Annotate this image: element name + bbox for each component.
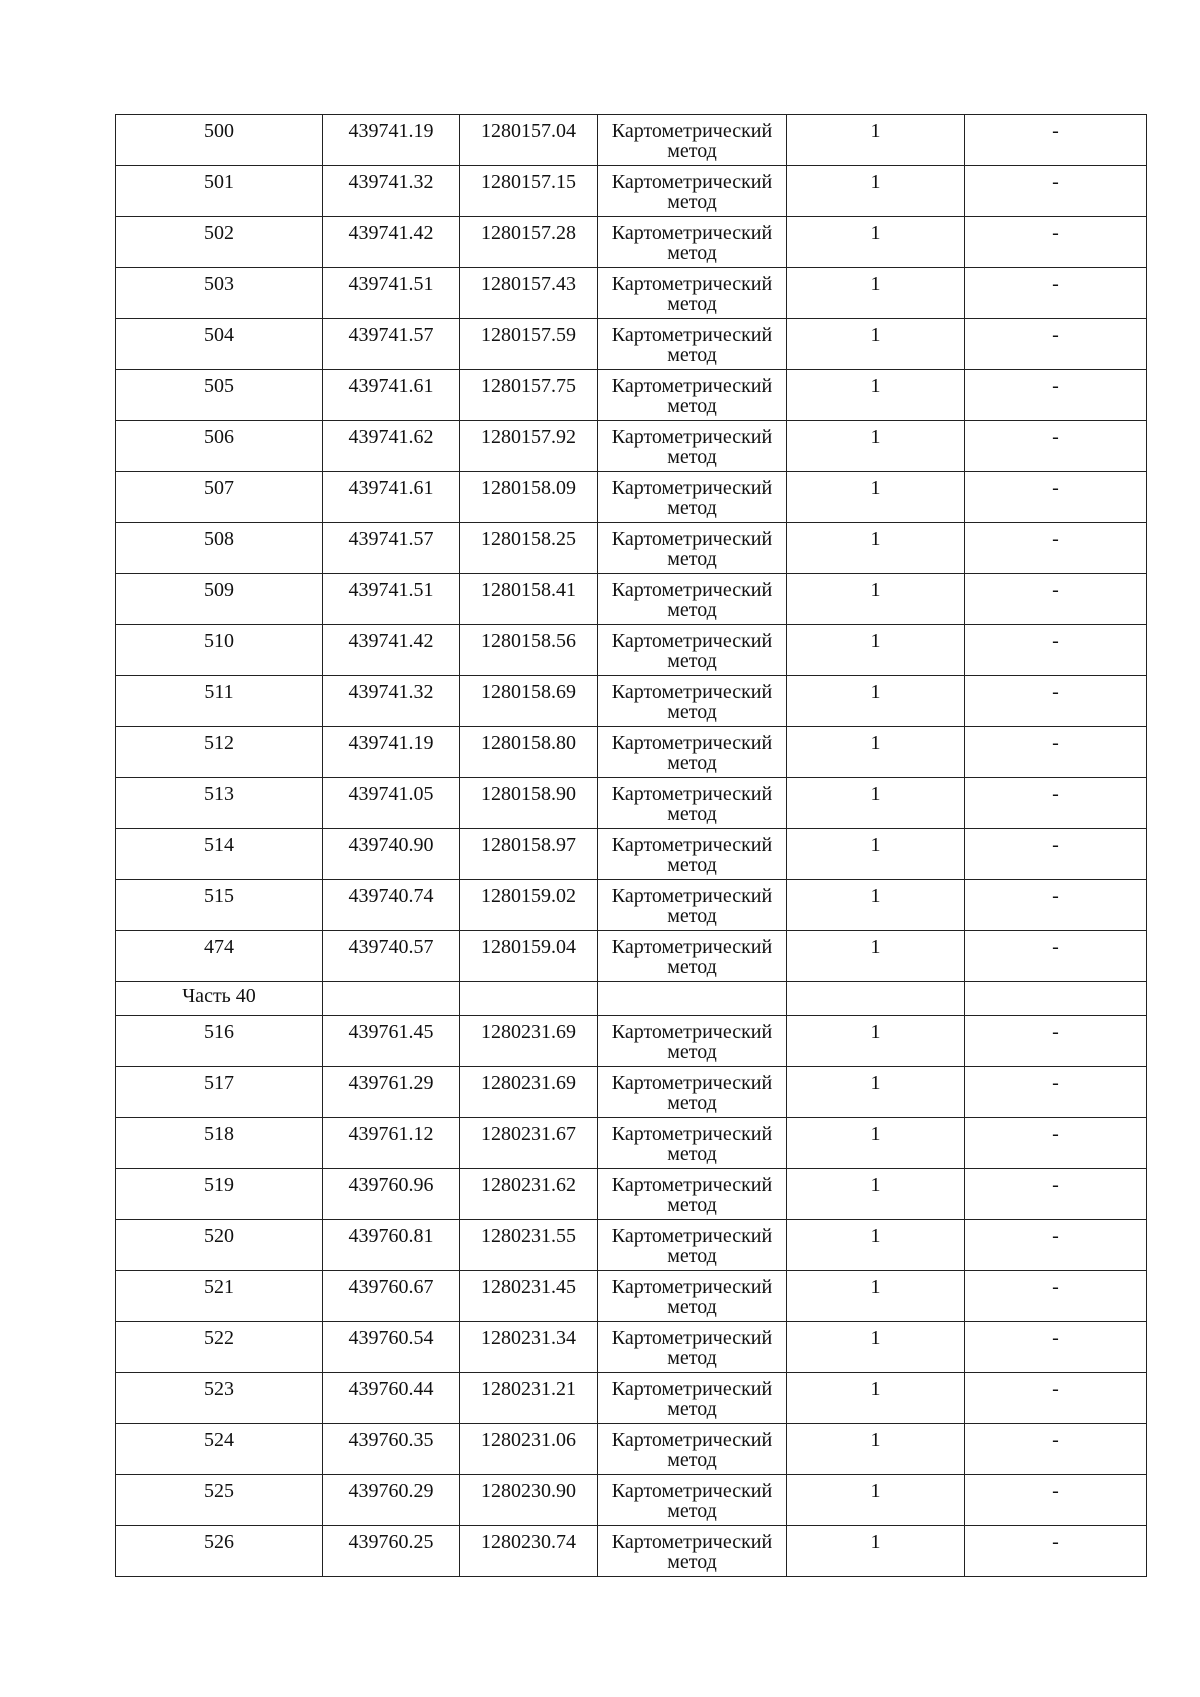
method-cell bbox=[598, 1016, 787, 1067]
empty-cell bbox=[460, 982, 598, 1016]
note-cell: - bbox=[965, 1526, 1147, 1577]
table-row bbox=[116, 1322, 1147, 1373]
method-cell bbox=[598, 625, 787, 676]
method-line-1: Картометрический bbox=[611, 834, 773, 856]
point-number-cell: 501 bbox=[116, 166, 323, 217]
note-cell: - bbox=[965, 166, 1147, 217]
x-coordinate-cell: 439741.19 bbox=[323, 115, 460, 166]
method-line-1: Картометрический bbox=[611, 1378, 773, 1400]
method-line-1: Картометрический bbox=[611, 1021, 773, 1043]
x-coordinate-cell: 439760.29 bbox=[323, 1475, 460, 1526]
point-number-cell: 502 bbox=[116, 217, 323, 268]
method-cell bbox=[598, 1475, 787, 1526]
table-row bbox=[116, 472, 1147, 523]
method-cell bbox=[598, 166, 787, 217]
accuracy-cell: 1 bbox=[787, 1424, 965, 1475]
table-row bbox=[116, 1526, 1147, 1577]
y-coordinate-cell: 1280158.56 bbox=[460, 625, 598, 676]
note-cell: - bbox=[965, 472, 1147, 523]
table-row bbox=[116, 319, 1147, 370]
method-line-2: метод bbox=[667, 293, 717, 315]
accuracy-cell: 1 bbox=[787, 727, 965, 778]
note-cell: - bbox=[965, 1271, 1147, 1322]
point-number-cell: 521 bbox=[116, 1271, 323, 1322]
note-cell: - bbox=[965, 268, 1147, 319]
method-line-1: Картометрический bbox=[611, 936, 773, 958]
point-number-cell: 507 bbox=[116, 472, 323, 523]
note-cell: - bbox=[965, 1424, 1147, 1475]
method-cell bbox=[598, 931, 787, 982]
method-line-1: Картометрический bbox=[611, 1225, 773, 1247]
x-coordinate-cell: 439741.57 bbox=[323, 319, 460, 370]
table-row bbox=[116, 166, 1147, 217]
point-number-cell: 508 bbox=[116, 523, 323, 574]
accuracy-cell: 1 bbox=[787, 1322, 965, 1373]
point-number-cell: 512 bbox=[116, 727, 323, 778]
accuracy-cell: 1 bbox=[787, 1475, 965, 1526]
x-coordinate-cell: 439741.42 bbox=[323, 217, 460, 268]
point-number-cell: 517 bbox=[116, 1067, 323, 1118]
method-line-2: метод bbox=[667, 752, 717, 774]
method-line-2: метод bbox=[667, 905, 717, 927]
method-line-2: метод bbox=[667, 650, 717, 672]
x-coordinate-cell: 439741.42 bbox=[323, 625, 460, 676]
y-coordinate-cell: 1280158.41 bbox=[460, 574, 598, 625]
part-header-row bbox=[116, 982, 1147, 1016]
method-line-2: метод bbox=[667, 497, 717, 519]
y-coordinate-cell: 1280157.28 bbox=[460, 217, 598, 268]
table-row bbox=[116, 574, 1147, 625]
method-cell bbox=[598, 217, 787, 268]
part-label: Часть 40 bbox=[116, 982, 323, 1016]
method-cell bbox=[598, 319, 787, 370]
table-row bbox=[116, 1220, 1147, 1271]
method-line-2: метод bbox=[667, 1245, 717, 1267]
point-number-cell: 524 bbox=[116, 1424, 323, 1475]
method-line-1: Картометрический bbox=[611, 681, 773, 703]
method-line-1: Картометрический bbox=[611, 324, 773, 346]
method-line-1: Картометрический bbox=[611, 1429, 773, 1451]
method-line-2: метод bbox=[667, 140, 717, 162]
accuracy-cell: 1 bbox=[787, 880, 965, 931]
x-coordinate-cell: 439741.19 bbox=[323, 727, 460, 778]
method-cell bbox=[598, 676, 787, 727]
note-cell: - bbox=[965, 829, 1147, 880]
y-coordinate-cell: 1280159.04 bbox=[460, 931, 598, 982]
note-cell: - bbox=[965, 1220, 1147, 1271]
table-row bbox=[116, 115, 1147, 166]
accuracy-cell: 1 bbox=[787, 1373, 965, 1424]
x-coordinate-cell: 439760.35 bbox=[323, 1424, 460, 1475]
point-number-cell: 518 bbox=[116, 1118, 323, 1169]
method-cell bbox=[598, 574, 787, 625]
accuracy-cell: 1 bbox=[787, 829, 965, 880]
note-cell: - bbox=[965, 217, 1147, 268]
table-row bbox=[116, 880, 1147, 931]
point-number-cell: 526 bbox=[116, 1526, 323, 1577]
point-number-cell: 500 bbox=[116, 115, 323, 166]
accuracy-cell: 1 bbox=[787, 676, 965, 727]
y-coordinate-cell: 1280157.15 bbox=[460, 166, 598, 217]
method-cell bbox=[598, 1526, 787, 1577]
method-line-1: Картометрический bbox=[611, 171, 773, 193]
method-cell bbox=[598, 1271, 787, 1322]
method-line-2: метод bbox=[667, 1398, 717, 1420]
method-line-2: метод bbox=[667, 1041, 717, 1063]
empty-cell bbox=[323, 982, 460, 1016]
x-coordinate-cell: 439760.81 bbox=[323, 1220, 460, 1271]
point-number-cell: 503 bbox=[116, 268, 323, 319]
accuracy-cell: 1 bbox=[787, 421, 965, 472]
table-row bbox=[116, 523, 1147, 574]
table-row bbox=[116, 1373, 1147, 1424]
point-number-cell: 506 bbox=[116, 421, 323, 472]
table-row bbox=[116, 1067, 1147, 1118]
method-line-1: Картометрический bbox=[611, 222, 773, 244]
y-coordinate-cell: 1280231.55 bbox=[460, 1220, 598, 1271]
table-row bbox=[116, 676, 1147, 727]
empty-cell bbox=[965, 982, 1147, 1016]
y-coordinate-cell: 1280231.62 bbox=[460, 1169, 598, 1220]
method-cell bbox=[598, 1424, 787, 1475]
table-row bbox=[116, 1424, 1147, 1475]
accuracy-cell: 1 bbox=[787, 472, 965, 523]
accuracy-cell: 1 bbox=[787, 1526, 965, 1577]
point-number-cell: 509 bbox=[116, 574, 323, 625]
accuracy-cell: 1 bbox=[787, 1271, 965, 1322]
x-coordinate-cell: 439741.61 bbox=[323, 370, 460, 421]
note-cell: - bbox=[965, 1373, 1147, 1424]
y-coordinate-cell: 1280231.69 bbox=[460, 1016, 598, 1067]
method-cell bbox=[598, 268, 787, 319]
table-row bbox=[116, 1016, 1147, 1067]
method-cell bbox=[598, 829, 787, 880]
x-coordinate-cell: 439740.57 bbox=[323, 931, 460, 982]
accuracy-cell: 1 bbox=[787, 1220, 965, 1271]
point-number-cell: 522 bbox=[116, 1322, 323, 1373]
y-coordinate-cell: 1280157.43 bbox=[460, 268, 598, 319]
method-line-2: метод bbox=[667, 1143, 717, 1165]
note-cell: - bbox=[965, 931, 1147, 982]
note-cell: - bbox=[965, 1067, 1147, 1118]
x-coordinate-cell: 439740.90 bbox=[323, 829, 460, 880]
table-row bbox=[116, 421, 1147, 472]
x-coordinate-cell: 439741.32 bbox=[323, 676, 460, 727]
method-line-2: метод bbox=[667, 1551, 717, 1573]
method-line-1: Картометрический bbox=[611, 1480, 773, 1502]
y-coordinate-cell: 1280231.21 bbox=[460, 1373, 598, 1424]
y-coordinate-cell: 1280231.34 bbox=[460, 1322, 598, 1373]
method-line-2: метод bbox=[667, 344, 717, 366]
y-coordinate-cell: 1280231.45 bbox=[460, 1271, 598, 1322]
accuracy-cell: 1 bbox=[787, 268, 965, 319]
x-coordinate-cell: 439760.96 bbox=[323, 1169, 460, 1220]
method-line-1: Картометрический bbox=[611, 630, 773, 652]
y-coordinate-cell: 1280158.97 bbox=[460, 829, 598, 880]
y-coordinate-cell: 1280231.06 bbox=[460, 1424, 598, 1475]
table-row bbox=[116, 625, 1147, 676]
note-cell: - bbox=[965, 115, 1147, 166]
table-row bbox=[116, 727, 1147, 778]
x-coordinate-cell: 439741.51 bbox=[323, 574, 460, 625]
note-cell: - bbox=[965, 1475, 1147, 1526]
coordinates-table-body bbox=[116, 115, 1147, 1577]
accuracy-cell: 1 bbox=[787, 625, 965, 676]
method-cell bbox=[598, 1322, 787, 1373]
empty-cell bbox=[598, 982, 787, 1016]
method-line-2: метод bbox=[667, 548, 717, 570]
method-cell bbox=[598, 1220, 787, 1271]
note-cell: - bbox=[965, 1118, 1147, 1169]
method-line-2: метод bbox=[667, 803, 717, 825]
accuracy-cell: 1 bbox=[787, 931, 965, 982]
note-cell: - bbox=[965, 880, 1147, 931]
method-line-2: метод bbox=[667, 854, 717, 876]
x-coordinate-cell: 439761.29 bbox=[323, 1067, 460, 1118]
note-cell: - bbox=[965, 727, 1147, 778]
y-coordinate-cell: 1280230.74 bbox=[460, 1526, 598, 1577]
y-coordinate-cell: 1280157.92 bbox=[460, 421, 598, 472]
point-number-cell: 474 bbox=[116, 931, 323, 982]
x-coordinate-cell: 439760.67 bbox=[323, 1271, 460, 1322]
method-line-1: Картометрический bbox=[611, 1123, 773, 1145]
note-cell: - bbox=[965, 370, 1147, 421]
y-coordinate-cell: 1280159.02 bbox=[460, 880, 598, 931]
accuracy-cell: 1 bbox=[787, 370, 965, 421]
table-row bbox=[116, 778, 1147, 829]
x-coordinate-cell: 439741.57 bbox=[323, 523, 460, 574]
method-line-1: Картометрический bbox=[611, 528, 773, 550]
accuracy-cell: 1 bbox=[787, 523, 965, 574]
method-cell bbox=[598, 1067, 787, 1118]
note-cell: - bbox=[965, 1322, 1147, 1373]
point-number-cell: 523 bbox=[116, 1373, 323, 1424]
method-line-2: метод bbox=[667, 1347, 717, 1369]
method-cell bbox=[598, 1118, 787, 1169]
y-coordinate-cell: 1280158.90 bbox=[460, 778, 598, 829]
empty-cell bbox=[787, 982, 965, 1016]
x-coordinate-cell: 439741.62 bbox=[323, 421, 460, 472]
method-line-1: Картометрический bbox=[611, 732, 773, 754]
method-line-2: метод bbox=[667, 1296, 717, 1318]
method-cell bbox=[598, 421, 787, 472]
table-row bbox=[116, 1475, 1147, 1526]
accuracy-cell: 1 bbox=[787, 115, 965, 166]
table-row bbox=[116, 1271, 1147, 1322]
coordinates-table bbox=[115, 114, 1147, 1577]
accuracy-cell: 1 bbox=[787, 1169, 965, 1220]
note-cell: - bbox=[965, 574, 1147, 625]
point-number-cell: 514 bbox=[116, 829, 323, 880]
y-coordinate-cell: 1280231.69 bbox=[460, 1067, 598, 1118]
note-cell: - bbox=[965, 1169, 1147, 1220]
method-cell bbox=[598, 778, 787, 829]
point-number-cell: 513 bbox=[116, 778, 323, 829]
table-row bbox=[116, 268, 1147, 319]
x-coordinate-cell: 439761.12 bbox=[323, 1118, 460, 1169]
method-cell bbox=[598, 115, 787, 166]
point-number-cell: 519 bbox=[116, 1169, 323, 1220]
method-line-2: метод bbox=[667, 1092, 717, 1114]
note-cell: - bbox=[965, 1016, 1147, 1067]
y-coordinate-cell: 1280230.90 bbox=[460, 1475, 598, 1526]
method-line-2: метод bbox=[667, 701, 717, 723]
point-number-cell: 525 bbox=[116, 1475, 323, 1526]
method-line-1: Картометрический bbox=[611, 1072, 773, 1094]
method-line-1: Картометрический bbox=[611, 120, 773, 142]
note-cell: - bbox=[965, 319, 1147, 370]
y-coordinate-cell: 1280158.09 bbox=[460, 472, 598, 523]
y-coordinate-cell: 1280157.75 bbox=[460, 370, 598, 421]
point-number-cell: 511 bbox=[116, 676, 323, 727]
x-coordinate-cell: 439741.51 bbox=[323, 268, 460, 319]
note-cell: - bbox=[965, 625, 1147, 676]
method-line-1: Картометрический bbox=[611, 375, 773, 397]
y-coordinate-cell: 1280231.67 bbox=[460, 1118, 598, 1169]
method-cell bbox=[598, 880, 787, 931]
x-coordinate-cell: 439761.45 bbox=[323, 1016, 460, 1067]
point-number-cell: 510 bbox=[116, 625, 323, 676]
method-line-1: Картометрический bbox=[611, 426, 773, 448]
table-row bbox=[116, 370, 1147, 421]
point-number-cell: 520 bbox=[116, 1220, 323, 1271]
point-number-cell: 504 bbox=[116, 319, 323, 370]
accuracy-cell: 1 bbox=[787, 1118, 965, 1169]
point-number-cell: 515 bbox=[116, 880, 323, 931]
method-line-2: метод bbox=[667, 1449, 717, 1471]
method-cell bbox=[598, 727, 787, 778]
method-line-2: метод bbox=[667, 191, 717, 213]
table-row bbox=[116, 1118, 1147, 1169]
method-line-2: метод bbox=[667, 446, 717, 468]
table-row bbox=[116, 931, 1147, 982]
method-line-1: Картометрический bbox=[611, 1327, 773, 1349]
method-line-2: метод bbox=[667, 395, 717, 417]
x-coordinate-cell: 439741.61 bbox=[323, 472, 460, 523]
y-coordinate-cell: 1280157.04 bbox=[460, 115, 598, 166]
method-cell bbox=[598, 370, 787, 421]
method-line-1: Картометрический bbox=[611, 1174, 773, 1196]
note-cell: - bbox=[965, 421, 1147, 472]
method-cell bbox=[598, 472, 787, 523]
method-cell bbox=[598, 1373, 787, 1424]
point-number-cell: 516 bbox=[116, 1016, 323, 1067]
x-coordinate-cell: 439760.44 bbox=[323, 1373, 460, 1424]
accuracy-cell: 1 bbox=[787, 166, 965, 217]
x-coordinate-cell: 439740.74 bbox=[323, 880, 460, 931]
method-line-2: метод bbox=[667, 1500, 717, 1522]
method-line-1: Картометрический bbox=[611, 477, 773, 499]
table-row bbox=[116, 1169, 1147, 1220]
y-coordinate-cell: 1280158.69 bbox=[460, 676, 598, 727]
point-number-cell: 505 bbox=[116, 370, 323, 421]
y-coordinate-cell: 1280157.59 bbox=[460, 319, 598, 370]
note-cell: - bbox=[965, 676, 1147, 727]
note-cell: - bbox=[965, 523, 1147, 574]
method-line-1: Картометрический bbox=[611, 1276, 773, 1298]
accuracy-cell: 1 bbox=[787, 1016, 965, 1067]
method-line-1: Картометрический bbox=[611, 579, 773, 601]
note-cell: - bbox=[965, 778, 1147, 829]
x-coordinate-cell: 439760.25 bbox=[323, 1526, 460, 1577]
y-coordinate-cell: 1280158.80 bbox=[460, 727, 598, 778]
method-cell bbox=[598, 523, 787, 574]
table-row bbox=[116, 217, 1147, 268]
method-line-1: Картометрический bbox=[611, 783, 773, 805]
accuracy-cell: 1 bbox=[787, 574, 965, 625]
y-coordinate-cell: 1280158.25 bbox=[460, 523, 598, 574]
method-line-2: метод bbox=[667, 956, 717, 978]
accuracy-cell: 1 bbox=[787, 1067, 965, 1118]
method-line-1: Картометрический bbox=[611, 273, 773, 295]
method-cell bbox=[598, 1169, 787, 1220]
accuracy-cell: 1 bbox=[787, 319, 965, 370]
x-coordinate-cell: 439741.05 bbox=[323, 778, 460, 829]
method-line-1: Картометрический bbox=[611, 1531, 773, 1553]
table-row bbox=[116, 829, 1147, 880]
method-line-1: Картометрический bbox=[611, 885, 773, 907]
method-line-2: метод bbox=[667, 1194, 717, 1216]
method-line-2: метод bbox=[667, 599, 717, 621]
accuracy-cell: 1 bbox=[787, 217, 965, 268]
accuracy-cell: 1 bbox=[787, 778, 965, 829]
method-line-2: метод bbox=[667, 242, 717, 264]
x-coordinate-cell: 439760.54 bbox=[323, 1322, 460, 1373]
x-coordinate-cell: 439741.32 bbox=[323, 166, 460, 217]
